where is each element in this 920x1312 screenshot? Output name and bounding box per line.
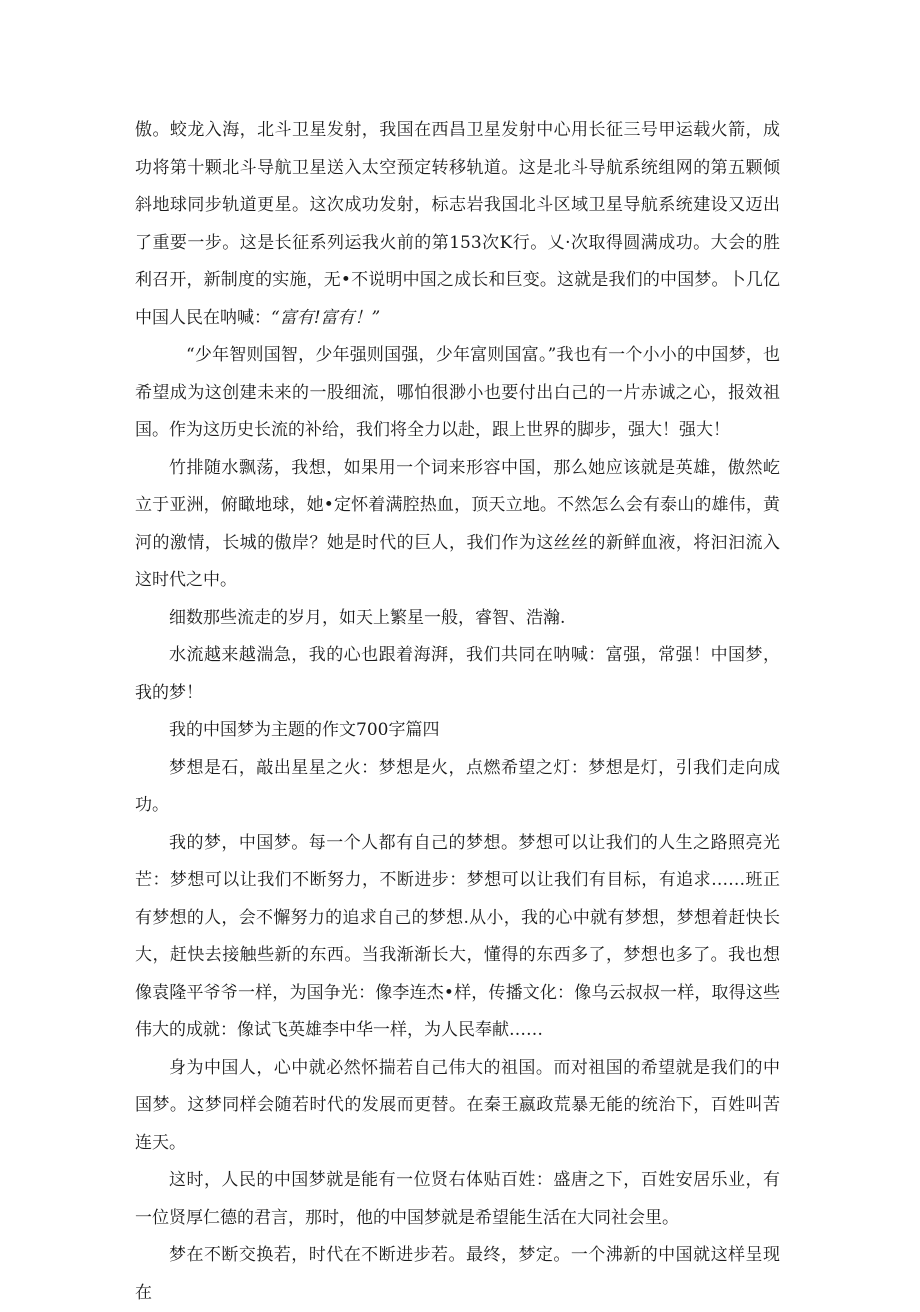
paragraph-1 bbox=[135, 112, 780, 337]
paragraph-10: 这时，人民的中国梦就是能有一位贤右体贴百姓：盛唐之下，百姓安居乐业，有一位贤厚仁德的君言，那时，他的中国梦就是希望能生活在大同社会里。 bbox=[135, 1170, 780, 1228]
section-heading: 我的中国梦为主题的作文700字篇四 bbox=[169, 720, 440, 740]
paragraph-11: 梦在不断交换若，时代在不断进步若。最终，梦定。一个沸新的中国就这样呈现在 bbox=[135, 1245, 780, 1303]
paragraph-8: 我的梦，中国梦。每一个人都有自己的梦想。梦想可以让我们的人生之路照亮光芒：梦想可以让我们不断努力，不断进步：梦想可以让我们有目标，有追求……班正有梦想的人，会不懈努力的追求自己的梦想.从小，我的心中就有梦想，梦想着赶快长大，赶快去接触些新的东西。当我渐渐长大，懂得的东西多了，梦想也多了。我也想像袁隆平爷爷一样，为国争光：像李连杰•样，传播文化：像乌云叔叔一样，取得这些伟大的成就：像试飞英雄李中华一样，为人民奉献…… bbox=[135, 832, 780, 1040]
paragraph-7: 梦想是石，敲出星星之火：梦想是火，点燃希望之灯：梦想是灯，引我们走向成功。 bbox=[135, 757, 780, 815]
paragraph-1-quote: “富有!富有！” bbox=[271, 307, 381, 328]
paragraph-5: 水流越来越湍急，我的心也跟着海湃，我们共同在呐喊：富强，常强！中国梦，我的梦！ bbox=[135, 645, 780, 703]
paragraph-4: 细数那些流走的岁月，如天上繁星一般，睿智、浩瀚. bbox=[169, 607, 566, 628]
paragraph-9: 身为中国人，心中就必然怀揣若自己伟大的祖国。而对祖国的希望就是我们的中国梦。这梦同样会随若时代的发展而更替。在秦王嬴政荒暴无能的统治下，百姓叫苦连天。 bbox=[135, 1057, 780, 1153]
essay-body bbox=[135, 112, 780, 1312]
paragraph-2: “少年智则国智，少年强则国强，少年富则国富。”我也有一个小小的中国梦，也希望成为这创建未来的一股细流，哪怕很渺小也要付出白己的一片赤诚之心，报效祖国。作为这历史长流的补给，我们将全力以赴，跟上世界的脚步，强大！强大！ bbox=[135, 345, 780, 440]
paragraph-3: 竹排随水飘荡，我想，如果用一个词来形容中国，那么她应该就是英雄，傲然屹立于亚洲，俯瞰地球，她•定怀着满腔热血，顶天立地。不然怎么会有泰山的雄伟，黄河的激情，长城的傲岸？她是时代的巨人，我们作为这丝丝的新鲜血液，将汩汩流入这时代之中。 bbox=[135, 457, 780, 590]
paragraph-1-text: 傲。蛟龙入海，北斗卫星发射，我国在西昌卫星发射中心用长征三号甲运载火箭，成功将第十颗北斗导航卫星送入太空预定转移轨道。这是北斗导航系统组网的第五颗倾斜地球同步轨道更星。这次成功发射，标志岩我国北斗区域卫星导航系统建设又迈出了重要一步。这是长征系列运我火前的第153次K行。乂·次取得圆满成功。大会的胜利召开，新制度的实施，无•不说明中国之成长和巨变。这就是我们的中国梦。卜几亿中国人民在呐喊： bbox=[135, 120, 780, 328]
